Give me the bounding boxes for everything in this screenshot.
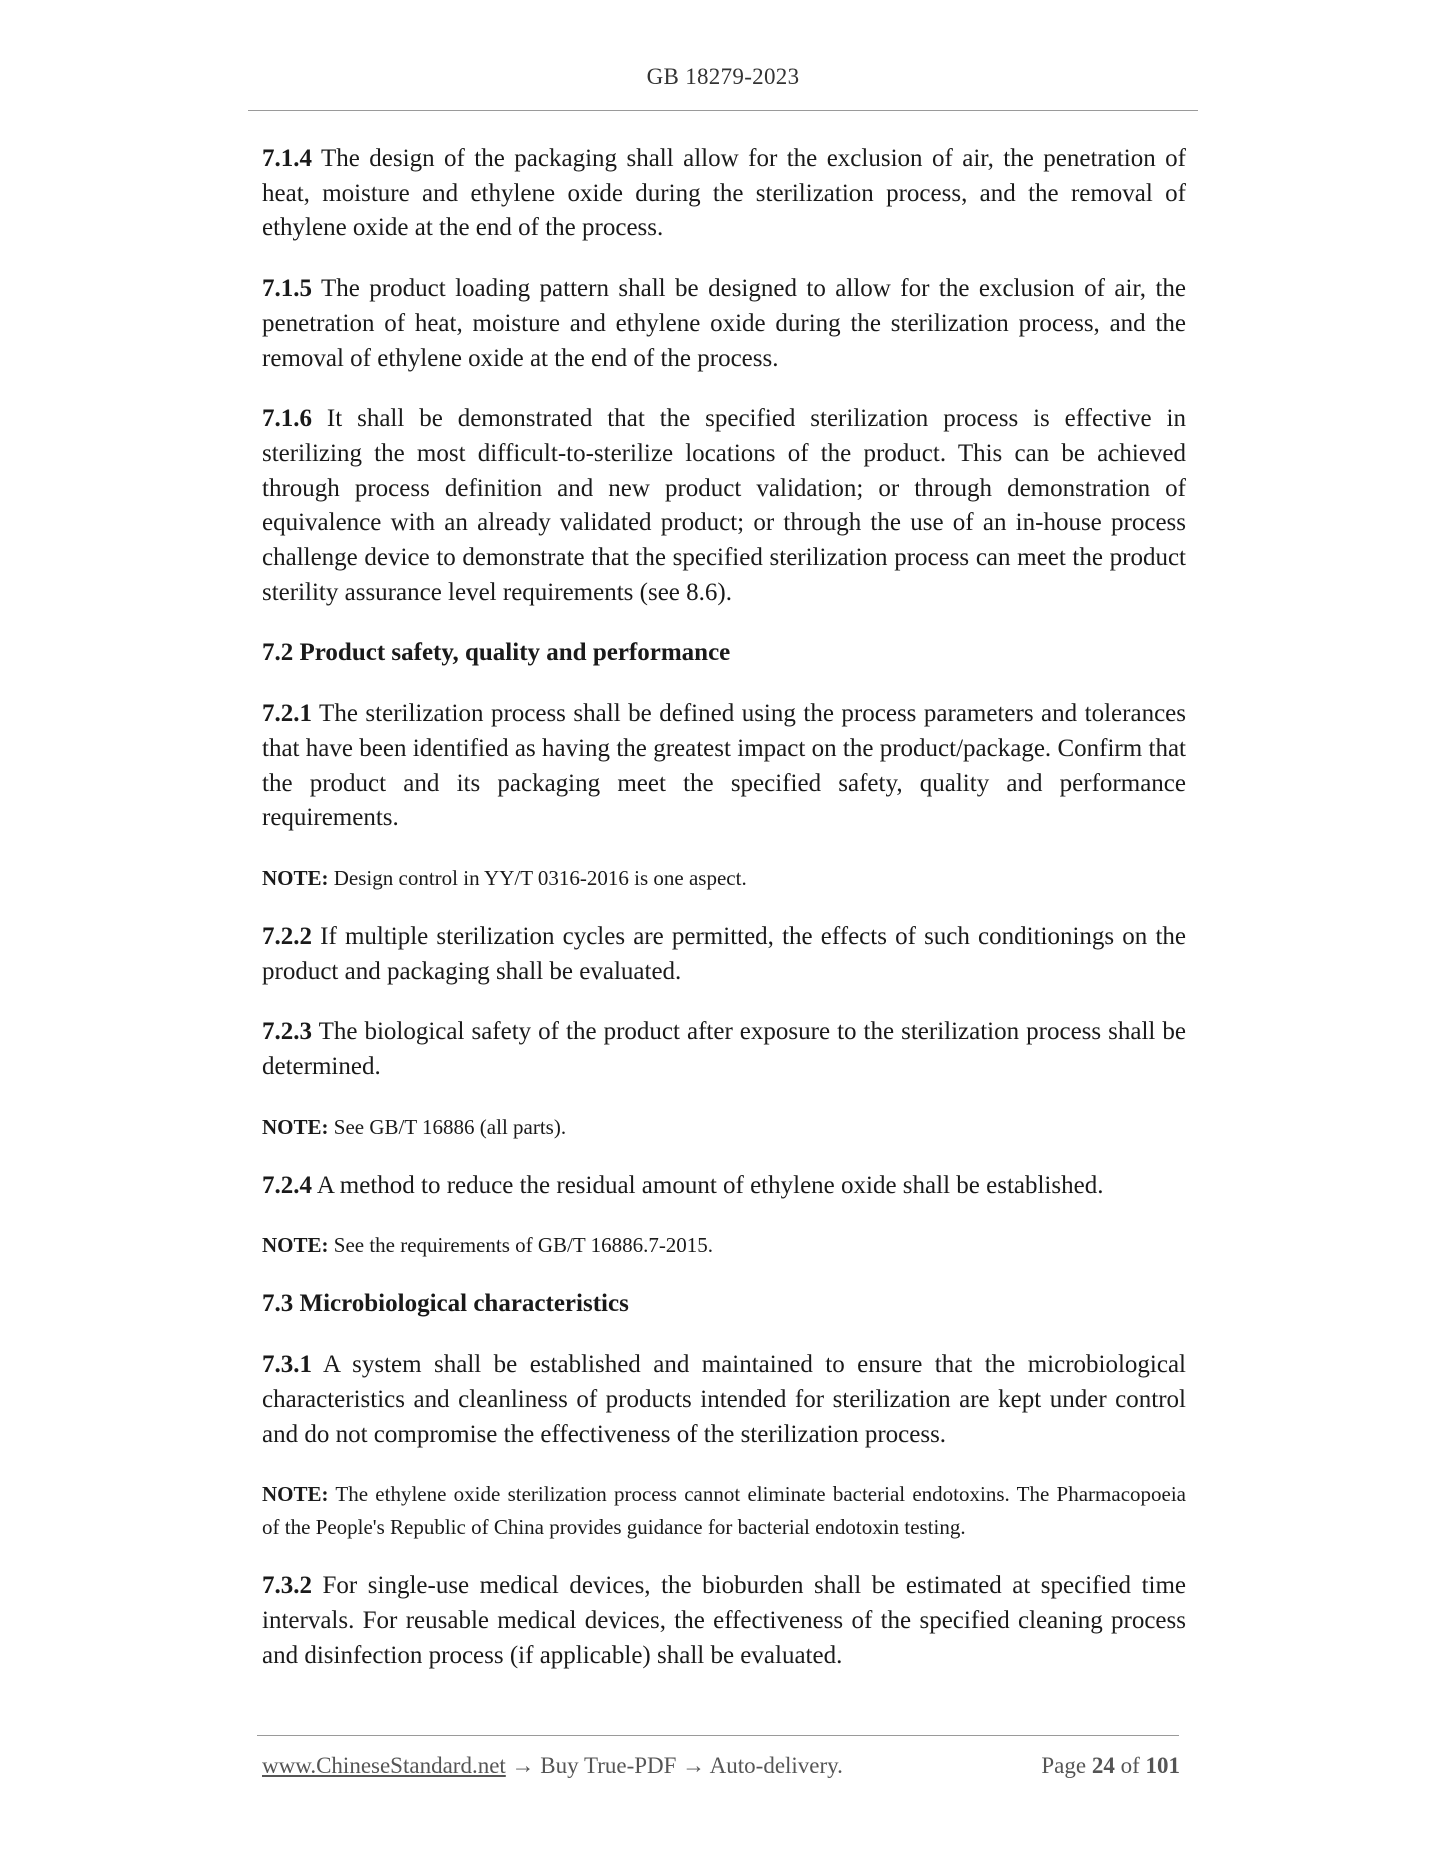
section-heading-7-3: 7.3 Microbiological characteristics <box>262 1290 629 1318</box>
note-text: See the requirements of GB/T 16886.7-2015. <box>328 1233 714 1258</box>
page-header <box>248 64 1198 90</box>
clause-7-1-4 <box>262 142 1186 246</box>
clause-number: 7.2.1 <box>262 700 312 728</box>
clause-text: If multiple sterilization cycles are permitted, the effects of such conditionings on the product and packaging shall be evaluated. <box>262 922 1186 985</box>
section-heading-7-2: 7.2 Product safety, quality and performance <box>262 639 731 667</box>
note-text: Design control in YY/T 0316-2016 is one aspect. <box>328 865 747 890</box>
clause-7-2-2 <box>262 920 1186 989</box>
clause-text: A method to reduce the residual amount of ethylene oxide shall be established. <box>312 1171 1104 1199</box>
page-current: 24 <box>1091 1753 1115 1778</box>
note-endotoxins <box>262 1478 1186 1544</box>
page-body <box>262 142 1186 1699</box>
note-text: See GB/T 16886 (all parts). <box>328 1114 567 1139</box>
clause-text: For single-use medical devices, the bioburden shall be estimated at specified time intervals. For reusable medical devices, the effectiveness of the specified cleaning process and disinfection process (if applicable) shall be evaluated. <box>262 1572 1186 1669</box>
page-indicator <box>1041 1753 1180 1779</box>
clause-text: The design of the packaging shall allow for the exclusion of air, the penetration of heat, moisture and ethylene oxide during the sterilization process, and the removal of ethylene oxide at the end of the process. <box>262 145 1186 242</box>
page-footer <box>262 1753 1180 1779</box>
clause-text: The sterilization process shall be defined using the process parameters and tolerances that have been identified as having the greatest impact on the product/package. Confirm that the product and its packaging meet the specified safety, quality and performance requirements. <box>262 700 1186 832</box>
footer-divider <box>257 1735 1179 1736</box>
note-gbt-16886-7 <box>262 1229 1186 1262</box>
note-design-control <box>262 862 1186 895</box>
clause-7-2-1 <box>262 697 1186 836</box>
note-text: The ethylene oxide sterilization process cannot eliminate bacterial endotoxins. The Pharmacopoeia of the People's Republic of China provides guidance for bacterial endotoxin testing. <box>262 1482 1186 1540</box>
clause-number: 7.1.6 <box>262 405 312 433</box>
note-label: NOTE: <box>262 1233 329 1258</box>
website-link[interactable]: www.ChineseStandard.net <box>262 1753 506 1778</box>
clause-text: The biological safety of the product after exposure to the sterilization process shall be determined. <box>262 1018 1186 1081</box>
clause-number: 7.2.2 <box>262 922 312 950</box>
note-label: NOTE: <box>262 1482 329 1507</box>
document-code: GB 18279-2023 <box>646 64 800 89</box>
note-gbt-16886 <box>262 1111 1186 1144</box>
note-label: NOTE: <box>262 865 329 890</box>
clause-7-2-4 <box>262 1169 1186 1204</box>
clause-7-3-1 <box>262 1348 1186 1452</box>
clause-7-1-5 <box>262 272 1186 376</box>
clause-text: It shall be demonstrated that the specified sterilization process is effective in sterilizing the most difficult-to-sterilize locations of the product. This can be achieved through process definition and new product validation; or through demonstration of equivalence with an already validated product; or through the use of an in-house process challenge device to demonstrate that the specified sterilization process can meet the product sterility assurance level requirements (see 8.6). <box>262 405 1186 606</box>
page-of: of <box>1114 1753 1146 1778</box>
page-label: Page <box>1041 1753 1092 1778</box>
clause-number: 7.3.2 <box>262 1572 312 1600</box>
clause-text: The product loading pattern shall be designed to allow for the exclusion of air, the penetration of heat, moisture and ethylene oxide during the sterilization process, and the removal of ethylene oxide at the end of the process. <box>262 275 1186 372</box>
note-label: NOTE: <box>262 1114 329 1139</box>
clause-7-2-3 <box>262 1015 1186 1084</box>
clause-number: 7.1.4 <box>262 145 312 172</box>
footer-promo <box>262 1753 843 1779</box>
clause-number: 7.3.1 <box>262 1351 312 1379</box>
clause-number: 7.1.5 <box>262 275 312 303</box>
header-divider <box>248 110 1198 111</box>
clause-7-3-2 <box>262 1569 1186 1673</box>
clause-text: A system shall be established and maintained to ensure that the microbiological characteristics and cleanliness of products intended for sterilization are kept under control and do not compromise the effectiveness of the sterilization process. <box>262 1351 1186 1448</box>
page-total: 101 <box>1145 1753 1180 1778</box>
clause-7-1-6 <box>262 402 1186 610</box>
footer-promo-text: → Buy True-PDF → Auto-delivery. <box>505 1753 843 1778</box>
clause-number: 7.2.3 <box>262 1018 312 1046</box>
clause-number: 7.2.4 <box>262 1171 312 1199</box>
